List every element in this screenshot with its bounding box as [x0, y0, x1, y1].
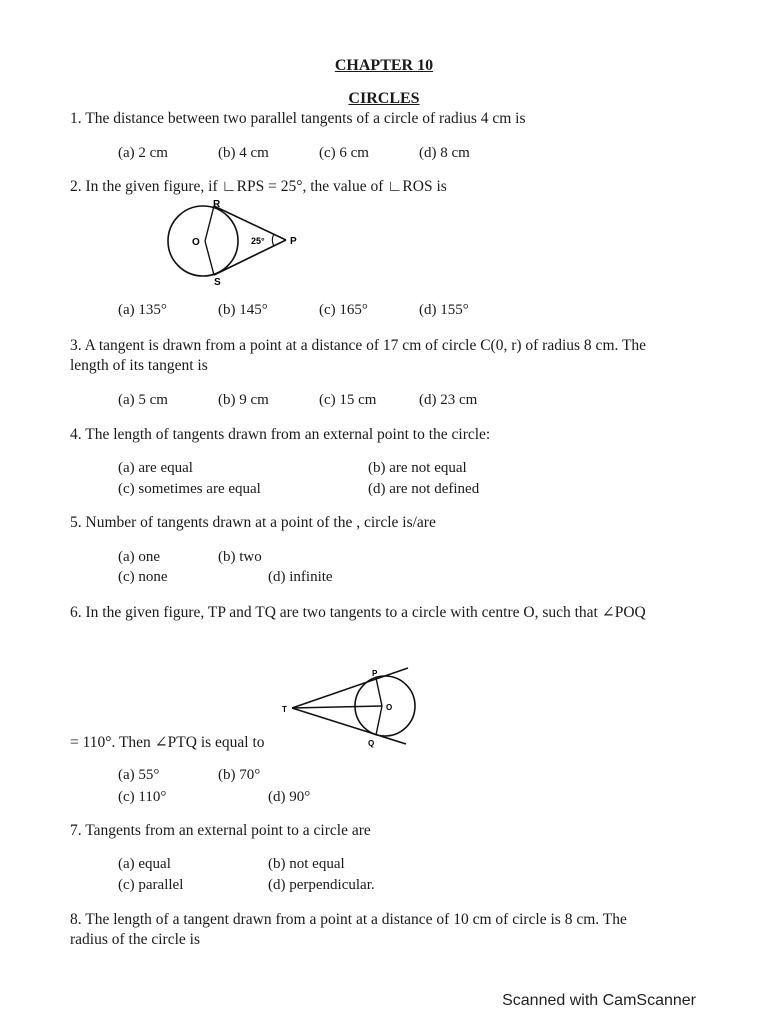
question-8-text-line2: radius of the circle is: [70, 931, 200, 948]
q3-option-b: (b) 9 cm: [218, 392, 269, 408]
tangent-tq: [292, 708, 406, 744]
q7-option-b: (b) not equal: [268, 856, 345, 872]
q7-option-d: (d) perpendicular.: [268, 877, 375, 893]
question-6-text: 6. In the given figure, TP and TQ are two tangents to a circle with centre O, such that ∠POQ: [70, 604, 646, 621]
label-q: Q: [368, 739, 375, 748]
q2-option-a: (a) 135°: [118, 302, 167, 318]
q4-option-d: (d) are not defined: [368, 481, 480, 497]
q6-option-b: (b) 70°: [218, 767, 261, 783]
question-4-text: 4. The length of tangents drawn from an external point to the circle:: [70, 426, 491, 443]
q3-option-d: (d) 23 cm: [419, 392, 478, 408]
q1-option-b: (b) 4 cm: [218, 145, 269, 161]
question-8-text: 8. The length of a tangent drawn from a point at a distance of 10 cm of circle is 8 cm. The: [70, 911, 627, 928]
label-r: R: [213, 199, 221, 210]
chapter-heading: CHAPTER 10: [334, 57, 434, 74]
radius-op: [376, 678, 382, 706]
q4-option-b: (b) are not equal: [368, 460, 467, 476]
q1-option-c: (c) 6 cm: [319, 145, 369, 161]
tangent-pr: [214, 206, 286, 240]
q1-option-a: (a) 2 cm: [118, 145, 168, 161]
tangent-ps: [214, 240, 286, 275]
label-angle: 25°: [251, 236, 265, 246]
radius-or: [205, 206, 214, 241]
q6-option-a: (a) 55°: [118, 767, 160, 783]
question-1-text: 1. The distance between two parallel tangents of a circle of radius 4 cm is: [70, 110, 526, 127]
tangent-tp: [292, 668, 408, 708]
page-title: CIRCLES: [348, 90, 420, 107]
label-p: P: [290, 236, 297, 247]
q2-option-c: (c) 165°: [319, 302, 368, 318]
scanner-watermark: Scanned with CamScanner: [502, 992, 696, 1009]
q7-option-c: (c) parallel: [118, 877, 184, 893]
question-3-text: 3. A tangent is drawn from a point at a distance of 17 cm of circle C(0, r) of radius 8 cm. The: [70, 337, 647, 354]
label-o: O: [192, 237, 200, 248]
figure-circle: [168, 206, 238, 276]
q5-option-a: (a) one: [118, 549, 161, 565]
question-7-text: 7. Tangents from an external point to a circle are: [70, 822, 371, 839]
question-2-text: 2. In the given figure, if ∟RPS = 25°, the value of ∟ROS is: [70, 178, 447, 195]
question-5-text: 5. Number of tangents drawn at a point of the , circle is/are: [70, 514, 436, 531]
line-to: [292, 706, 382, 708]
angle-arc: [272, 234, 274, 246]
q4-option-a: (a) are equal: [118, 460, 193, 476]
q4-option-c: (c) sometimes are equal: [118, 481, 261, 497]
figure-tangents-tpq: [280, 664, 420, 750]
q6-option-d: (d) 90°: [268, 789, 311, 805]
q5-option-d: (d) infinite: [268, 569, 333, 585]
question-3-text-line2: length of its tangent is: [70, 357, 208, 374]
figure-tangents-rps: [160, 196, 310, 288]
q2-option-d: (d) 155°: [419, 302, 469, 318]
q6-option-c: (c) 110°: [118, 789, 167, 805]
label-p: P: [372, 669, 378, 678]
q5-option-c: (c) none: [118, 569, 168, 585]
q7-option-a: (a) equal: [118, 856, 171, 872]
label-t: T: [282, 705, 287, 714]
q3-option-c: (c) 15 cm: [319, 392, 377, 408]
label-s: S: [214, 277, 221, 288]
radius-os: [205, 241, 214, 275]
question-6-text-line2: = 110°. Then ∠PTQ is equal to: [70, 734, 265, 751]
label-o: O: [386, 703, 393, 712]
q5-option-b: (b) two: [218, 549, 262, 565]
q2-option-b: (b) 145°: [218, 302, 268, 318]
q3-option-a: (a) 5 cm: [118, 392, 168, 408]
radius-oq: [376, 706, 382, 735]
q1-option-d: (d) 8 cm: [419, 145, 470, 161]
